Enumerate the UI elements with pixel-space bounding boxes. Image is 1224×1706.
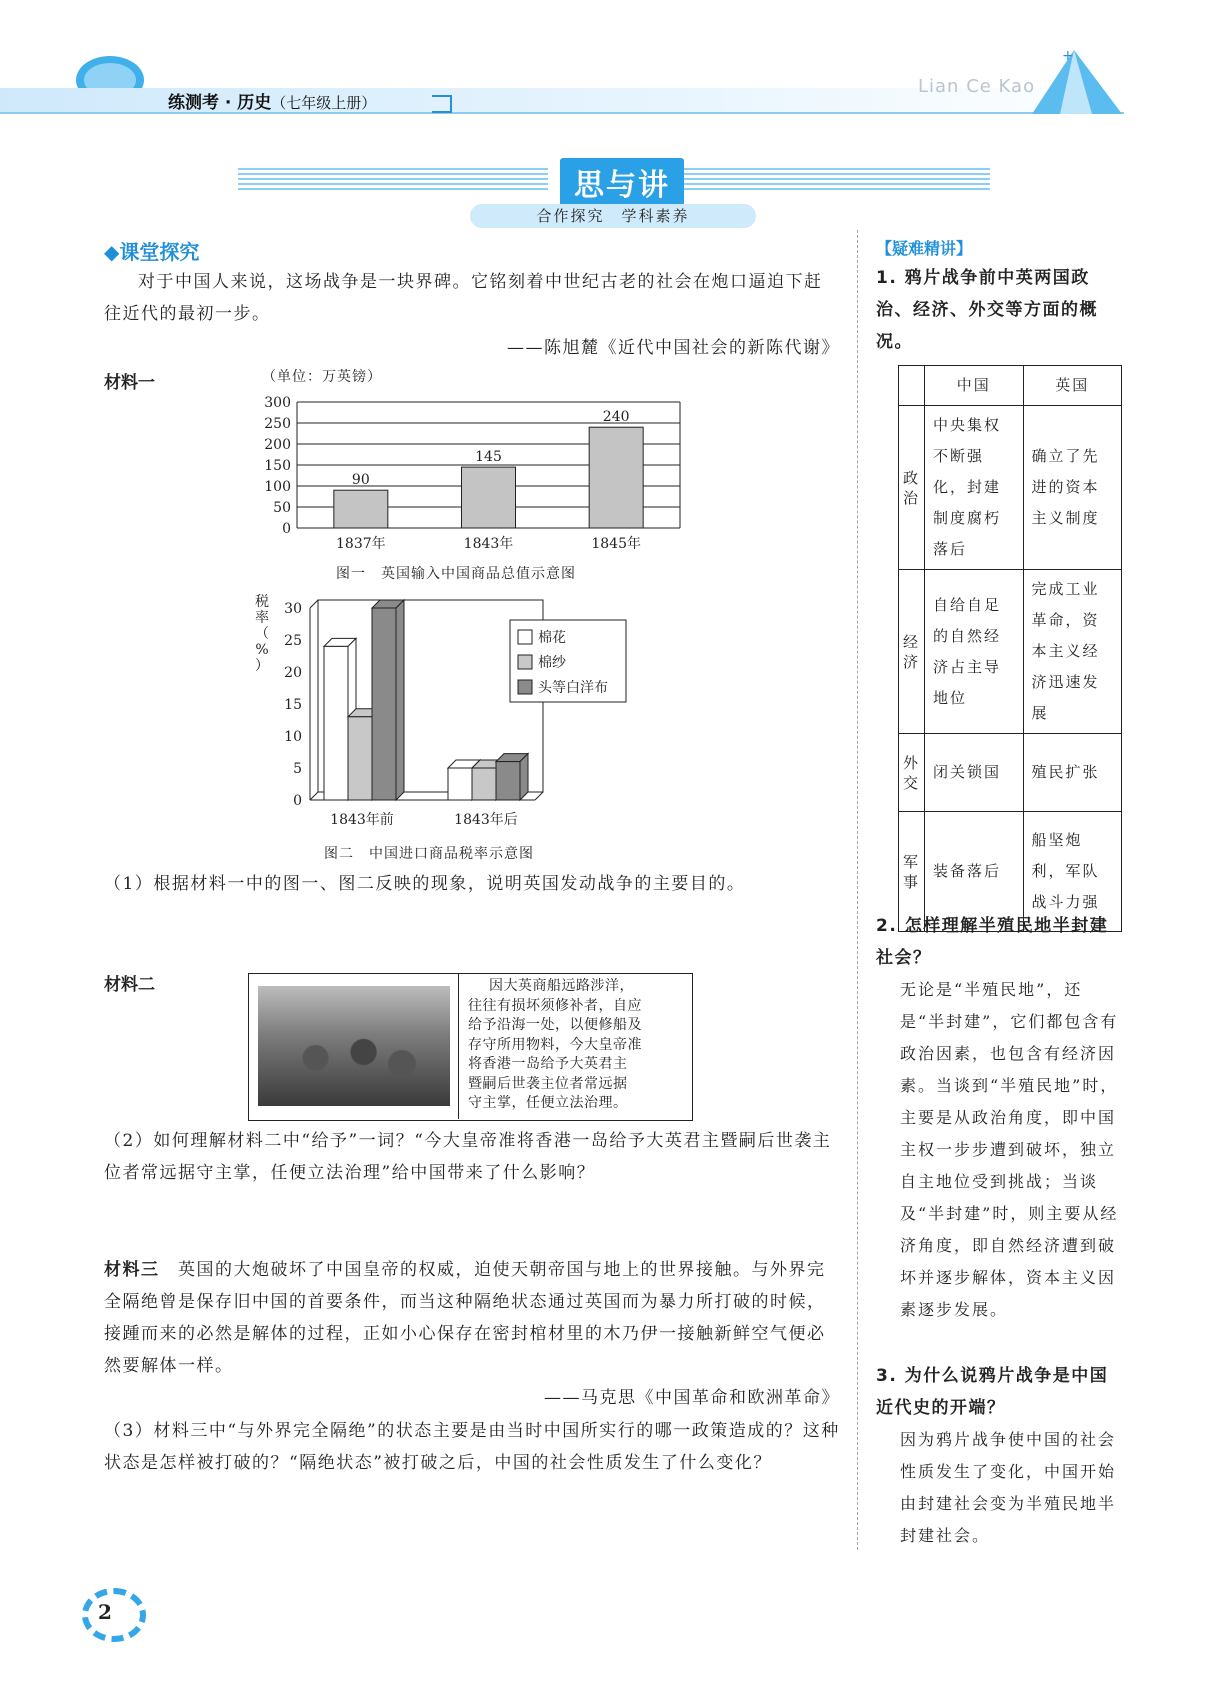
table-row [899, 570, 1122, 734]
material2-question: （2）如何理解材料二中“给予”一词？“今大皇帝准将香港一岛给予大英君主暨嗣后世袭主位者常远据守主掌，任便立法治理”给中国带来了什么影响？ [104, 1131, 832, 1183]
cell-china: 装备落后 [925, 812, 1023, 932]
banner-stripes-left [238, 168, 548, 190]
quote-line: 存守所用物料，今大皇帝准 [468, 1036, 642, 1053]
legend-label: 棉纱 [538, 655, 566, 671]
table-header: 中国 [925, 366, 1023, 406]
legend-label: 头等白洋布 [538, 680, 608, 696]
y-tick-label: 5 [293, 761, 302, 777]
page-number-ring [82, 1588, 146, 1642]
page-number: 2 [98, 1600, 112, 1624]
material3-question: （3）材料三中“与外界完全隔绝”的状态主要是由当时中国所实行的哪一政策造成的？这种状态是怎样被打破的？“隔绝状态”被打破之后，中国的社会性质发生了什么变化？ [104, 1421, 840, 1473]
y-tick-label: 0 [293, 793, 302, 809]
cell-britain: 殖民扩张 [1023, 734, 1122, 812]
y-tick-label: 250 [264, 416, 291, 432]
intro-text: 对于中国人来说，这场战争是一块界碑。它铭刻着中世纪古老的社会在炮口逼迫下赶往近代的最初一步。 [104, 272, 823, 324]
material1-question: （1）根据材料一中的图一、图二反映的现象，说明英国发动战争的主要目的。 [104, 874, 746, 894]
cell-britain: 船坚炮利，军队战斗力强 [1023, 812, 1122, 932]
sidebar-a2: 无论是“半殖民地”，还是“半封建”，它们都包含有政治因素，也包含有经济因素。当谈到“半殖民地”时，主要是从政治角度，即中国主权一步步遭到破坏，独立自主地位受到挑战；当谈及“半封建”时，则主要从经济角度，即自然经济遭到破坏并逐步解体，资本主义因素逐步发展。 [900, 980, 1119, 1319]
y-tick-label: 0 [282, 521, 291, 537]
header-tab-marker [432, 95, 452, 113]
y-axis-label: 率 [255, 610, 269, 626]
bar [324, 646, 348, 800]
y-tick-label: 150 [264, 458, 291, 474]
y-tick-label: 10 [284, 729, 302, 745]
bar [348, 717, 372, 800]
table-row [899, 406, 1122, 570]
sidebar-q2: 2. 怎样理解半殖民地半封建社会？ [876, 916, 1109, 968]
svg-text:+: + [1062, 48, 1074, 64]
table-row [899, 734, 1122, 812]
data-label: 240 [602, 409, 630, 426]
x-tick-label: 1843年后 [454, 812, 518, 828]
depth-edge [310, 600, 318, 608]
y-tick-label: 300 [264, 395, 291, 411]
comparison-table [898, 365, 1122, 932]
x-tick-label: 1837年 [336, 536, 386, 552]
banner-stripes-right [680, 168, 990, 190]
y-tick-label: 200 [264, 437, 291, 453]
chart2-title: 图二 中国进口商品税率示意图 [324, 846, 534, 862]
material3-label: 材料三 [104, 1260, 160, 1280]
cell-britain: 确立了先进的资本主义制度 [1023, 406, 1122, 570]
table-corner [899, 366, 925, 406]
legend-label: 棉花 [538, 630, 566, 646]
sidebar-divider [857, 230, 858, 1550]
quote-line: 守主掌，任便立法治理。 [468, 1095, 628, 1111]
depth-edge [310, 792, 318, 800]
sidebar-heading: 【疑难精讲】 [876, 239, 973, 258]
cell-china: 自给自足的自然经济占主导地位 [925, 570, 1023, 734]
material2-label: 材料二 [104, 975, 155, 995]
bar [472, 768, 496, 800]
bar-side [520, 754, 528, 800]
legend-swatch [518, 655, 532, 669]
y-tick-label: 20 [284, 665, 302, 681]
x-tick-label: 1843年 [463, 536, 514, 552]
bar [448, 768, 472, 800]
bar [334, 490, 388, 528]
material2-quote [468, 977, 684, 1114]
material3-source: ——马克思《中国革命和欧洲革命》 [544, 1388, 840, 1408]
y-axis-label: （ [255, 626, 269, 642]
data-label: 145 [475, 449, 502, 466]
y-tick-label: 25 [284, 633, 302, 649]
depth-edge [535, 792, 543, 800]
y-axis-label: % [255, 642, 269, 658]
y-axis-label: ） [255, 658, 269, 674]
sidebar-q3: 3. 为什么说鸦片战争是中国近代史的开端？ [876, 1366, 1109, 1418]
bar [589, 427, 643, 528]
quote-line: 暨嗣后世袭主位者常远据 [468, 1075, 628, 1092]
table-header-row [899, 366, 1122, 406]
chart1-unit: （单位：万英镑） [262, 369, 382, 385]
table-header: 英国 [1023, 366, 1122, 406]
y-tick-label: 50 [273, 500, 291, 516]
row-label: 外交 [899, 734, 925, 812]
intro-source: ——陈旭麓《近代中国社会的新陈代谢》 [507, 338, 840, 358]
section-heading: ◆课堂探究 [104, 240, 200, 264]
data-label: 90 [351, 472, 370, 489]
chart2 [250, 588, 690, 848]
cell-britain: 完成工业革命，资本主义经济迅速发展 [1023, 570, 1122, 734]
quote-line: 给予沿海一处，以便修船及 [468, 1017, 642, 1033]
y-tick-label: 30 [284, 601, 302, 617]
legend-swatch [518, 680, 532, 694]
header-title: 练测考 · 历史（七年级上册） [168, 93, 377, 113]
material1-label: 材料一 [104, 373, 155, 393]
quote-line: 将香港一岛给予大英君主 [468, 1056, 628, 1072]
bar-side [396, 600, 404, 800]
chart1-title: 图一 英国输入中国商品总值示意图 [336, 566, 576, 582]
y-axis-label: 税 [255, 594, 269, 610]
bar [462, 467, 516, 528]
legend-swatch [518, 630, 532, 644]
cell-china: 闭关锁国 [925, 734, 1023, 812]
row-label: 经济 [899, 570, 925, 734]
chart1 [255, 390, 695, 560]
bar [372, 608, 396, 800]
section-banner: 思与讲 [560, 158, 684, 206]
material3-block [104, 1254, 840, 1382]
quote-line: 往往有损坏须修补者，自应 [468, 997, 642, 1014]
header-mountain-icon [1032, 44, 1122, 114]
header-brand: Lian Ce Kao [918, 76, 1036, 97]
x-tick-label: 1845年 [591, 536, 641, 552]
y-tick-label: 15 [284, 697, 302, 713]
x-tick-label: 1843年前 [330, 812, 394, 828]
row-label: 政治 [899, 406, 925, 570]
treaty-signing-photo [258, 986, 450, 1106]
material2-figure-divider [458, 973, 459, 1119]
sidebar-a3: 因为鸦片战争使中国的社会性质发生了变化，中国开始由封建社会变为半殖民地半封建社会。 [900, 1430, 1117, 1545]
cell-china: 中央集权不断强化，封建制度腐朽落后 [925, 406, 1023, 570]
quote-line: 因大英商船远路涉洋， [489, 978, 634, 994]
material3-text: 英国的大炮破坏了中国皇帝的权威，迫使天朝帝国与地上的世界接触。与外界完全隔绝曾是保存旧中国的首要条件，而当这种隔绝状态通过英国而为暴力所打破的时候，接踵而来的必然是解体的过程，正如小心保存在密封棺材里的木乃伊一接触新鲜空气便必然要解体一样。 [104, 1260, 826, 1376]
bar [496, 762, 520, 800]
y-tick-label: 100 [264, 479, 291, 495]
section-subtitle: 合作探究 学科素养 [470, 204, 756, 228]
sidebar-q1: 1. 鸦片战争前中英两国政治、经济、外交等方面的概况。 [876, 268, 1098, 352]
row-label: 军事 [899, 812, 925, 932]
